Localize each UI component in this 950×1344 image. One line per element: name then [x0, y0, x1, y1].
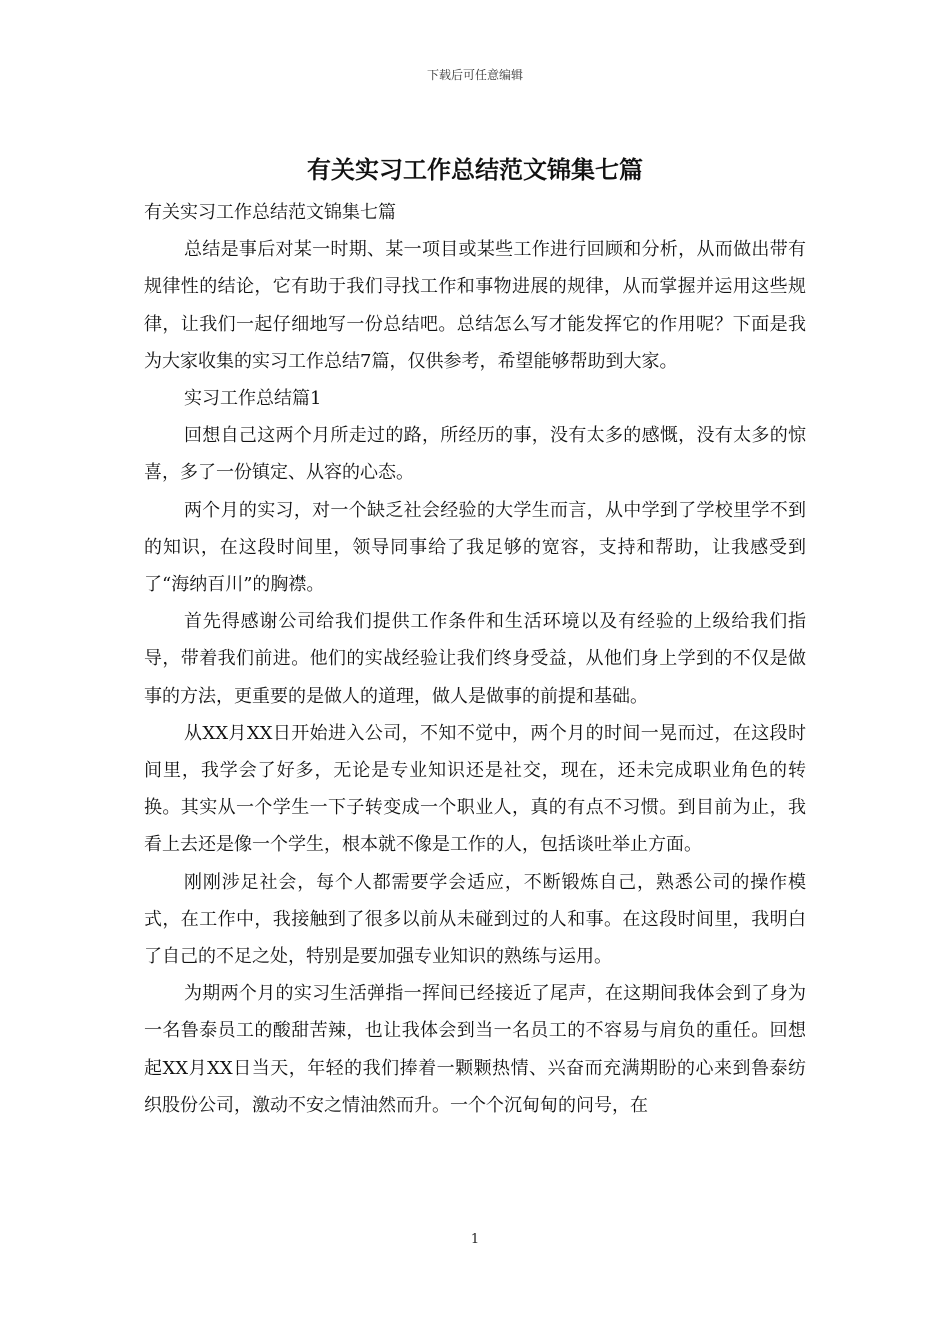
body-paragraph: 从XX月XX日开始进入公司，不知不觉中，两个月的时间一晃而过，在这段时间里，我学会了好多，无论是专业知识还是社交，现在，还未完成职业角色的转换。其实从一个学生一下子转变成一个职业人，真的有点不习惯。到目前为止，我看上去还是像一个学生，根本就不像是工作的人，包括谈吐举止方面。 [144, 722, 806, 856]
document-title: 有关实习工作总结范文锦集七篇 [307, 155, 643, 184]
document-subtitle: 有关实习工作总结范文锦集七篇 [144, 202, 396, 223]
section-heading: 实习工作总结篇1 [184, 388, 322, 410]
intro-paragraph: 总结是事后对某一时期、某一项目或某些工作进行回顾和分析，从而做出带有规律性的结论，它有助于我们寻找工作和事物进展的规律，从而掌握并运用这些规律，让我们一起仔细地写一份总结吧。总结怎么写才能发挥它的作用呢？下面是我为大家收集的实习工作总结7篇，仅供参考，希望能够帮助到大家。 [144, 239, 806, 372]
document-body [144, 194, 806, 1124]
body-paragraph: 刚刚涉足社会，每个人都需要学会适应，不断锻炼自己，熟悉公司的操作模式，在工作中，我接触到了很多以前从未碰到过的人和事。在这段时间里，我明白了自己的不足之处，特别是要加强专业知识的熟练与运用。 [144, 871, 806, 968]
page-number: 1 [470, 1232, 480, 1247]
body-paragraph: 为期两个月的实习生活弹指一挥间已经接近了尾声，在这期间我体会到了身为一名鲁泰员工的酸甜苦辣，也让我体会到当一名员工的不容易与肩负的重任。回想起XX月XX日当天，年轻的我们捧着一颗颗热情、兴奋而充满期盼的心来到鲁泰纺织股份公司，激动不安之情油然而升。一个个沉甸甸的问号，在 [144, 983, 806, 1116]
body-paragraph: 首先得感谢公司给我们提供工作条件和生活环境以及有经验的上级给我们指导，带着我们前进。他们的实战经验让我们终身受益，从他们身上学到的不仅是做事的方法，更重要的是做人的道理，做人是做事的前提和基础。 [144, 611, 806, 707]
body-paragraph: 两个月的实习，对一个缺乏社会经验的大学生而言，从中学到了学校里学不到的知识，在这段时间里，领导同事给了我足够的宽容，支持和帮助，让我感受到了“海纳百川”的胸襟。 [144, 499, 806, 596]
body-paragraph: 回想自己这两个月所走过的路，所经历的事，没有太多的感慨，没有太多的惊喜，多了一份镇定、从容的心态。 [144, 425, 806, 484]
header-note: 下载后可任意编辑 [426, 68, 523, 82]
